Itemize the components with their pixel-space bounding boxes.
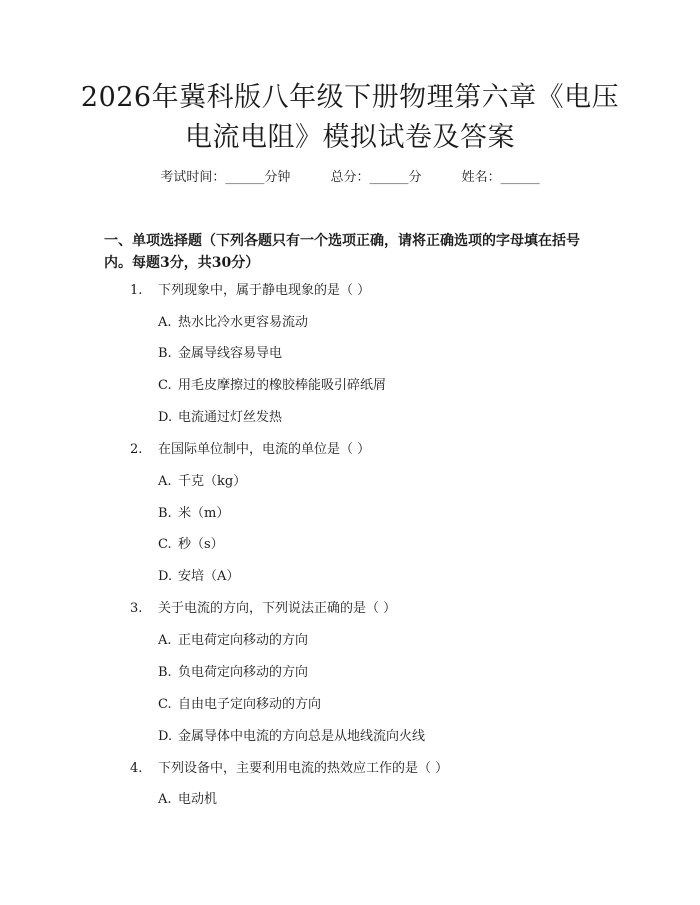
section-heading — [104, 230, 594, 274]
question-4 — [130, 759, 448, 779]
question-number: 3. — [130, 601, 143, 616]
question-text: 下列设备中，主要利用电流的热效应工作的是（ ） — [158, 761, 449, 776]
question-number: 2. — [130, 442, 143, 457]
question-3 — [130, 599, 396, 619]
question-1-option-b — [158, 344, 282, 364]
question-2-option-d — [158, 567, 239, 587]
option-text: 用毛皮摩擦过的橡胶棒能吸引碎纸屑 — [178, 378, 387, 393]
page-title — [60, 78, 640, 158]
option-text: 电动机 — [178, 792, 218, 807]
option-text: 米（m） — [178, 506, 230, 521]
option-letter: A. — [158, 633, 172, 648]
option-text: 千克（kg） — [178, 474, 247, 489]
question-1-option-c — [158, 376, 386, 396]
option-text: 负电荷定向移动的方向 — [178, 665, 309, 680]
exam-meta — [0, 168, 700, 188]
section-heading-line-2: 内。每题3分，共30分） — [104, 255, 260, 271]
option-text: 金属导线容易导电 — [178, 346, 283, 361]
question-1 — [130, 281, 370, 301]
question-text: 关于电流的方向，下列说法正确的是（ ） — [158, 601, 397, 616]
question-3-option-a — [158, 631, 308, 651]
question-text: 在国际单位制中，电流的单位是（ ） — [158, 442, 371, 457]
option-text: 热水比冷水更容易流动 — [178, 315, 309, 330]
section-heading-line-1: 一、单项选择题（下列各题只有一个选项正确，请将正确选项的字母填在括号 — [104, 233, 580, 249]
option-letter: D. — [158, 410, 173, 425]
option-letter: C. — [158, 697, 172, 712]
title-line-1: 2026年冀科版八年级下册物理第六章《电压 — [80, 82, 620, 113]
option-letter: B. — [158, 346, 172, 361]
option-letter: D. — [158, 569, 173, 584]
question-number: 4. — [130, 761, 143, 776]
option-letter: C. — [158, 378, 172, 393]
option-letter: A. — [158, 792, 172, 807]
question-4-option-a — [158, 790, 217, 810]
question-3-option-c — [158, 695, 321, 715]
option-text: 正电荷定向移动的方向 — [178, 633, 309, 648]
option-text: 自由电子定向移动的方向 — [178, 697, 322, 712]
exam-time: 考试时间：______分钟 — [160, 170, 291, 185]
question-text: 下列现象中，属于静电现象的是（ ） — [158, 283, 371, 298]
student-name: 姓名：______ — [461, 170, 540, 185]
question-2 — [130, 440, 370, 460]
option-letter: D. — [158, 729, 173, 744]
question-1-option-d — [158, 408, 282, 428]
exam-total-score: 总分：______分 — [330, 170, 422, 185]
question-2-option-b — [158, 504, 229, 524]
option-letter: C. — [158, 537, 172, 552]
title-line-2: 电流电阻》模拟试卷及答案 — [185, 122, 515, 153]
option-letter: B. — [158, 506, 172, 521]
option-letter: B. — [158, 665, 172, 680]
option-letter: A. — [158, 315, 172, 330]
question-number: 1. — [130, 283, 143, 298]
option-text: 安培（A） — [178, 569, 240, 584]
question-3-option-d — [158, 727, 425, 747]
question-2-option-a — [158, 472, 246, 492]
question-3-option-b — [158, 663, 308, 683]
option-text: 金属导体中电流的方向总是从地线流向火线 — [178, 729, 426, 744]
option-text: 电流通过灯丝发热 — [178, 410, 283, 425]
question-2-option-c — [158, 535, 224, 555]
option-text: 秒（s） — [178, 537, 224, 552]
option-letter: A. — [158, 474, 172, 489]
question-1-option-a — [158, 313, 308, 333]
